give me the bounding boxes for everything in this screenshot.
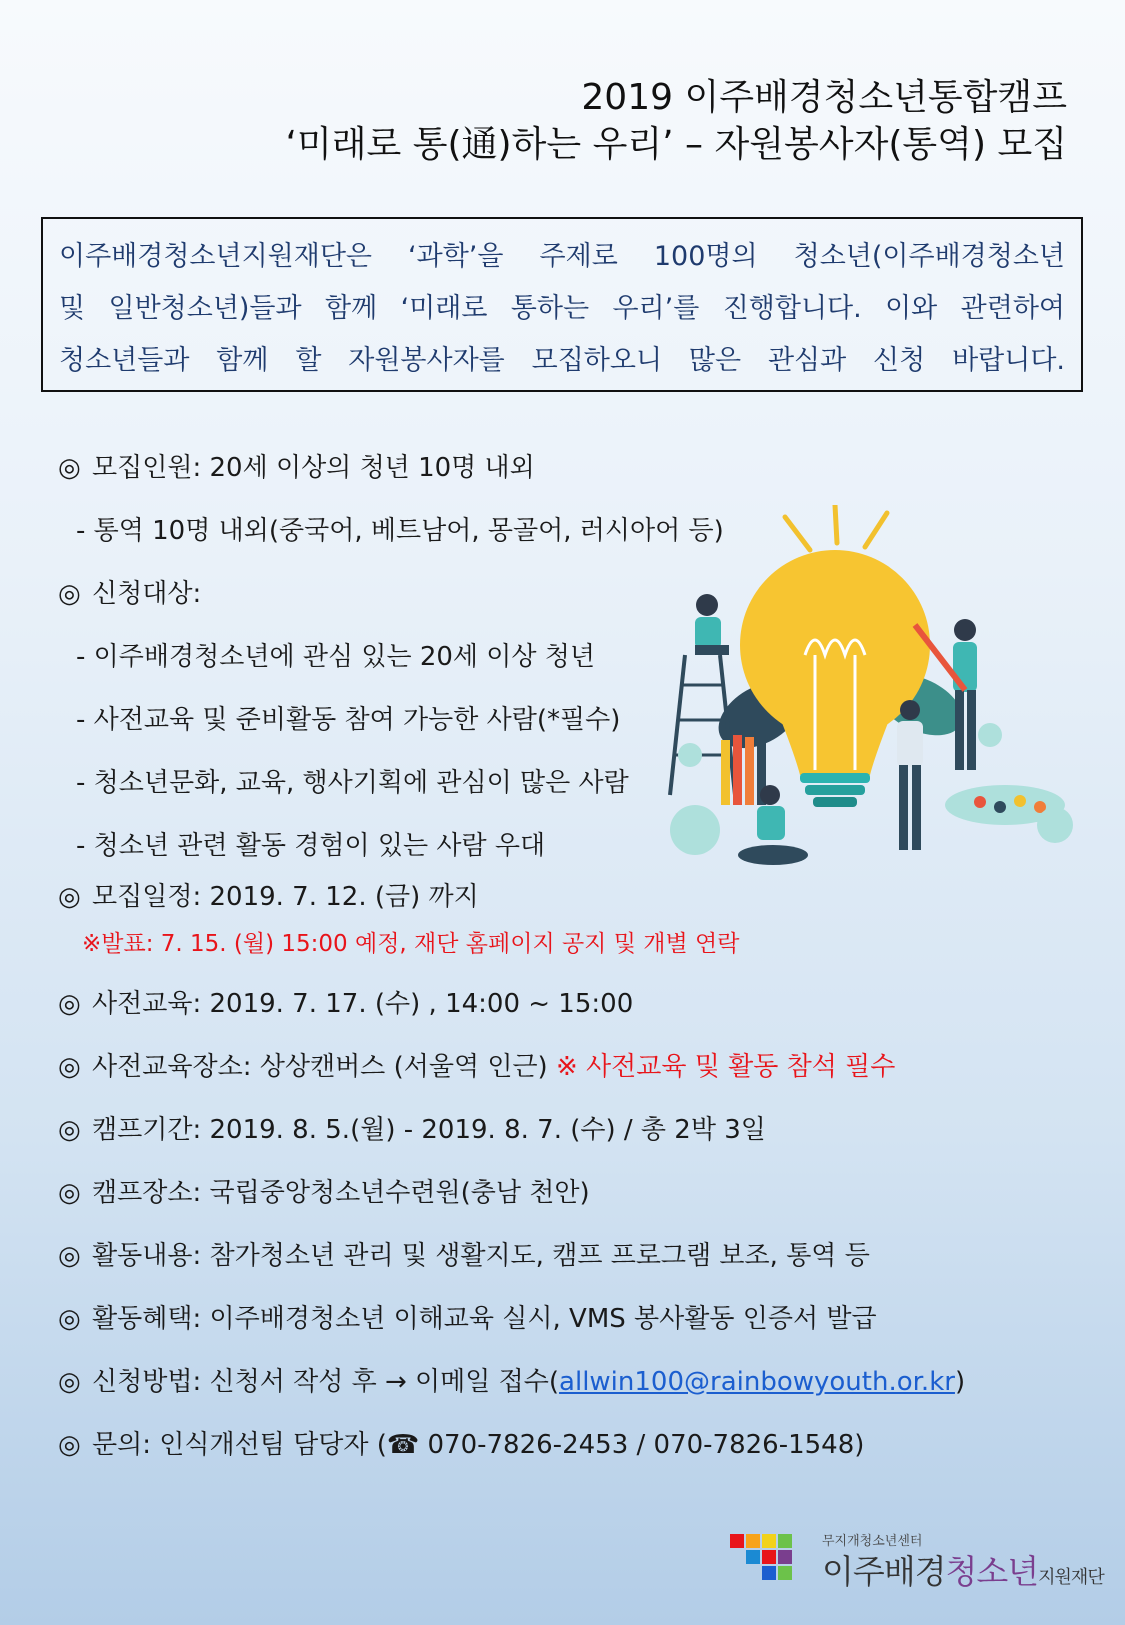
contact-text: 문의: 인식개선팀 담당자 (☎ 070-7826-2453 / 070-7826-1548): [92, 1430, 865, 1460]
headcount-sub-row: - 통역 10명 내외(중국어, 베트남어, 몽골어, 러시아어 등): [76, 516, 724, 546]
page-subtitle: ‘미래로 통(通)하는 우리’ – 자원봉사자(통역) 모집: [285, 124, 1067, 165]
target-item: - 청소년 관련 활동 경험이 있는 사람 우대: [76, 831, 546, 861]
apply-suffix: ): [954, 1367, 966, 1397]
intro-line: 이주배경청소년지원재단은 ‘과학’을 주제로 100명의 청소년(이주배경청소년: [59, 241, 1065, 272]
intro-box: [41, 217, 1083, 392]
pre-place-text: 사전교육장소: 상상캔버스 (서울역 인근): [92, 1052, 548, 1082]
bullet-mark: ◎: [58, 1115, 81, 1145]
apply-text: 신청방법: 신청서 작성 후 → 이메일 접수(: [92, 1367, 560, 1397]
target-label: 신청대상:: [92, 579, 202, 609]
intro-line: 청소년들과 함께 할 자원봉사자를 모집하오니 많은 관심과 신청 바랍니다.: [59, 345, 1065, 376]
logo-name-c: 지원재단: [1038, 1567, 1104, 1588]
pre-place-row: [58, 1046, 895, 1083]
bullet-mark: ◎: [58, 1367, 81, 1397]
benefit-row: [58, 1298, 877, 1335]
bullet-mark: ◎: [58, 1178, 81, 1208]
bullet-mark: ◎: [58, 1304, 81, 1334]
headcount-text: 모집인원: 20세 이상의 청년 10명 내외: [92, 453, 535, 483]
activity-row: [58, 1235, 870, 1272]
logo-mark-icon: [730, 1534, 810, 1584]
announce-note: ※발표: 7. 15. (월) 15:00 예정, 재단 홈페이지 공지 및 개별 연락: [82, 931, 740, 957]
bullet-mark: ◎: [58, 1430, 81, 1460]
target-row: [58, 573, 201, 610]
logo-name-a: 이주배경: [822, 1552, 946, 1591]
camp-period-text: 캠프기간: 2019. 8. 5.(월) - 2019. 8. 7. (수) / 총 2박 3일: [92, 1115, 766, 1145]
contact-row: [58, 1424, 864, 1461]
bullet-mark: ◎: [58, 579, 81, 609]
schedule-row: [58, 876, 479, 913]
activity-text: 활동내용: 참가청소년 관리 및 생활지도, 캠프 프로그램 보조, 통역 등: [92, 1241, 870, 1271]
bullet-mark: ◎: [58, 453, 81, 483]
target-item: - 청소년문화, 교육, 행사기획에 관심이 많은 사람: [76, 768, 629, 798]
camp-place-row: [58, 1172, 590, 1209]
lightbulb-illustration: [665, 505, 1095, 905]
camp-period-row: [58, 1109, 766, 1146]
camp-place-text: 캠프장소: 국립중앙청소년수련원(충남 천안): [92, 1178, 590, 1208]
pre-edu-text: 사전교육: 2019. 7. 17. (수) , 14:00 ~ 15:00: [92, 989, 634, 1019]
email-link[interactable]: allwin100@rainbowyouth.or.kr: [559, 1367, 955, 1397]
pre-place-note: ※ 사전교육 및 활동 참석 필수: [547, 1052, 896, 1082]
intro-line: 및 일반청소년)들과 함께 ‘미래로 통하는 우리’를 진행합니다. 이와 관련하여: [59, 293, 1065, 324]
schedule-text: 모집일정: 2019. 7. 12. (금) 까지: [92, 882, 479, 912]
benefit-text: 활동혜택: 이주배경청소년 이해교육 실시, VMS 봉사활동 인증서 발급: [92, 1304, 877, 1334]
bullet-mark: ◎: [58, 1052, 81, 1082]
logo-name-b: 청소년: [945, 1552, 1039, 1591]
bullet-mark: ◎: [58, 882, 81, 912]
target-item: - 사전교육 및 준비활동 참여 가능한 사람(*필수): [76, 705, 621, 735]
page-title: 2019 이주배경청소년통합캠프: [581, 77, 1067, 118]
logo-name: [822, 1546, 1104, 1593]
pre-edu-row: [58, 983, 633, 1020]
target-item: - 이주배경청소년에 관심 있는 20세 이상 청년: [76, 642, 596, 672]
foundation-logo: [730, 1530, 1104, 1600]
headcount-row: [58, 447, 535, 484]
logo-subtitle: 무지개청소년센터: [822, 1534, 923, 1549]
apply-row: [58, 1361, 965, 1398]
bullet-mark: ◎: [58, 1241, 81, 1271]
bullet-mark: ◎: [58, 989, 81, 1019]
